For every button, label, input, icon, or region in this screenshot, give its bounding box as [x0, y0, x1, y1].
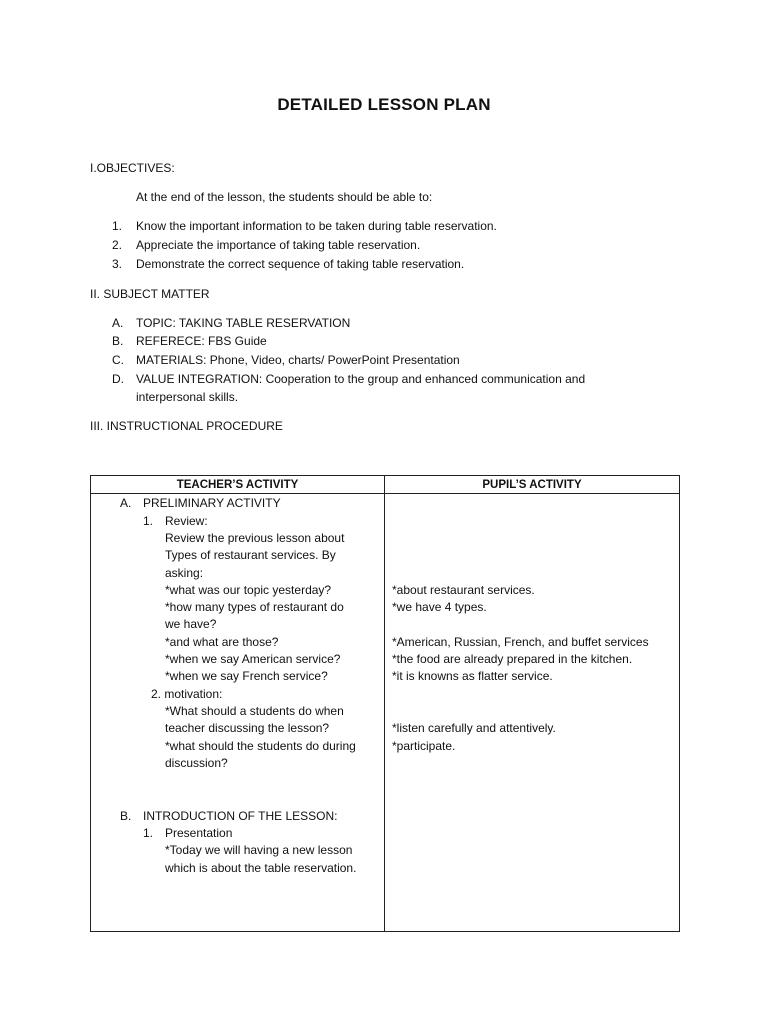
subject-letter: D.: [112, 372, 124, 386]
objective-item: Know the important information to be taken during table reservation.: [136, 219, 497, 233]
activity-table: [90, 475, 680, 932]
objective-item: Demonstrate the correct sequence of taking table reservation.: [136, 257, 465, 271]
teacher-line: *and what are those?: [165, 635, 279, 649]
teacher-line: asking:: [165, 566, 204, 580]
pupil-line: *participate.: [392, 739, 456, 753]
pupil-line: *about restaurant services.: [392, 583, 535, 597]
teacher-column-header: TEACHER’S ACTIVITY: [91, 476, 385, 494]
teacher-line: Types of restaurant services. By: [165, 548, 336, 562]
document-title: DETAILED LESSON PLAN: [277, 95, 491, 114]
teacher-line: *What should a students do when: [165, 704, 344, 718]
subject-letter: A.: [112, 316, 124, 330]
pupil-line: *the food are already prepared in the kitchen.: [392, 652, 633, 666]
teacher-line: INTRODUCTION OF THE LESSON:: [143, 809, 338, 823]
teacher-line: *how many types of restaurant do: [165, 600, 344, 614]
objectives-intro: At the end of the lesson, the students should be able to:: [136, 190, 433, 204]
pupil-line: *listen carefully and attentively.: [392, 721, 556, 735]
subject-matter-heading: II. SUBJECT MATTER: [90, 287, 210, 301]
teacher-line: *Today we will having a new lesson: [165, 843, 353, 857]
subject-item-continued: interpersonal skills.: [136, 390, 239, 404]
teacher-line: discussion?: [165, 756, 228, 770]
teacher-activity-cell: [91, 494, 385, 932]
list-marker: 1.: [143, 826, 154, 840]
teacher-line: which is about the table reservation.: [165, 861, 357, 875]
pupil-line: *we have 4 types.: [392, 600, 487, 614]
list-marker: 1.: [143, 514, 154, 528]
pupil-line: *it is knowns as flatter service.: [392, 669, 553, 683]
teacher-line: *what should the students do during: [165, 739, 356, 753]
teacher-line: *what was our topic yesterday?: [165, 583, 332, 597]
teacher-line: 2. motivation:: [151, 687, 223, 701]
teacher-line: *when we say American service?: [165, 652, 341, 666]
subject-item: MATERIALS: Phone, Video, charts/ PowerPoint Presentation: [136, 353, 460, 367]
objective-number: 1.: [112, 219, 123, 233]
objective-number: 2.: [112, 238, 123, 252]
teacher-line: we have?: [165, 617, 217, 631]
objective-number: 3.: [112, 257, 123, 271]
teacher-line: Review:: [165, 514, 208, 528]
subject-letter: C.: [112, 353, 124, 367]
pupil-line: *American, Russian, French, and buffet services: [392, 635, 649, 649]
objective-item: Appreciate the importance of taking table reservation.: [136, 238, 421, 252]
subject-letter: B.: [112, 334, 124, 348]
procedure-heading: III. INSTRUCTIONAL PROCEDURE: [90, 419, 283, 433]
teacher-line: Presentation: [165, 826, 233, 840]
teacher-line: *when we say French service?: [165, 669, 328, 683]
teacher-line: Review the previous lesson about: [165, 531, 345, 545]
pupil-activity-cell: [385, 494, 680, 932]
pupil-column-header: PUPIL’S ACTIVITY: [385, 476, 680, 494]
list-marker: B.: [120, 809, 132, 823]
subject-item: VALUE INTEGRATION: Cooperation to the group and enhanced communication and: [136, 372, 586, 386]
teacher-line: teacher discussing the lesson?: [165, 721, 330, 735]
subject-item: TOPIC: TAKING TABLE RESERVATION: [136, 316, 351, 330]
teacher-line: PRELIMINARY ACTIVITY: [143, 496, 281, 510]
objectives-heading: I.OBJECTIVES:: [90, 161, 175, 175]
list-marker: A.: [120, 496, 132, 510]
subject-item: REFERECE: FBS Guide: [136, 334, 267, 348]
